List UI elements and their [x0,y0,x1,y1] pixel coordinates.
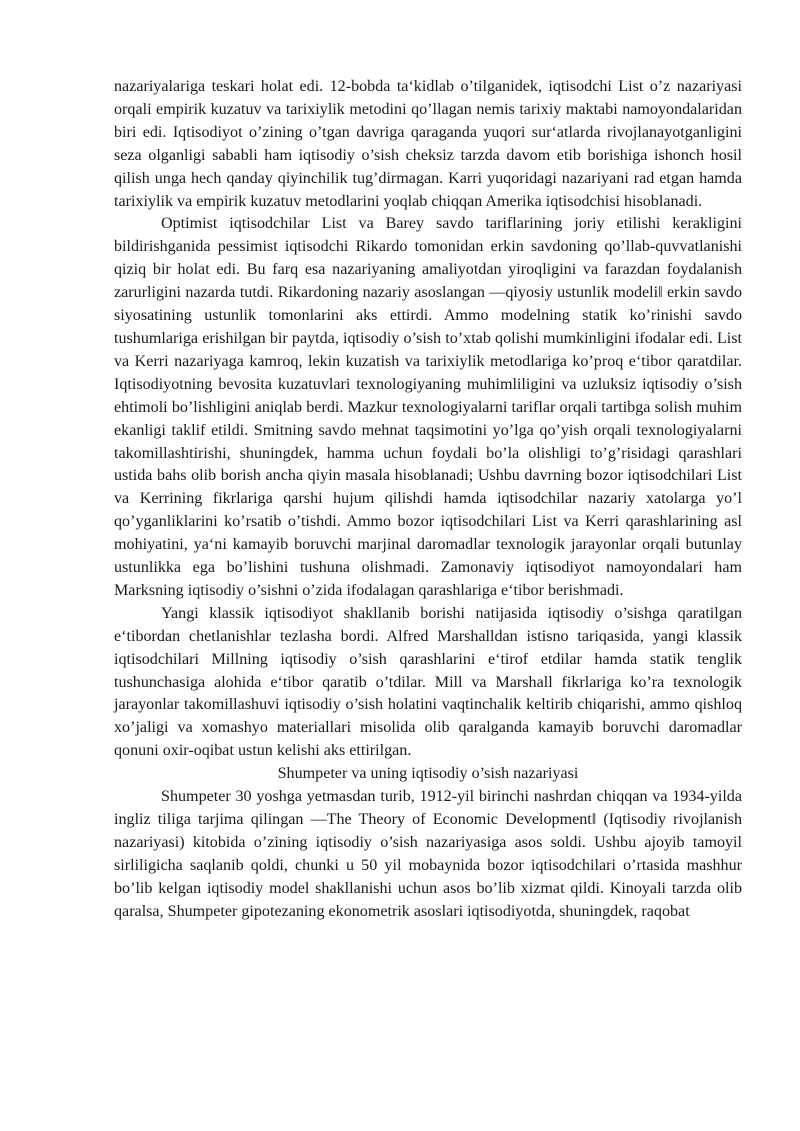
section-heading: Shumpeter va uning iqtisodiy o’sish nazariyasi [277,765,579,783]
paragraph-schumpeter: Shumpeter 30 yoshga yetmasdan turib, 1912-yil birinchi nashrdan chiqqan va 1934-yilda ingliz tiliga tarjima qilingan ―The Theory of Economic Development‖ (Iqtisodiy rivojlanish nazariyasi) kitobida o’zining iqtisodiy o’sish nazariyasiga asos soldi. Ushbu ajoyib tamoyil sirliligicha saqlanib qoldi, chunki u 50 yil mobaynida bozor iqtisodchilari o’rtasida mashhur bo’lib kelgan iqtisodiy model shakllanishi uchun asos bo’lib xizmat qildi. Kinoyali tarzda olib qaralsa, Shumpeter gipotezaning ekonometrik asoslari iqtisodiyotda, shuningdek, raqobat [114,788,742,920]
paragraph-neoclassical: Yangi klassik iqtisodiyot shakllanib borishi natijasida iqtisodiy o’sishga qaratilgan e‘tibordan chetlanishlar tezlasha bordi. Alfred Marshalldan istisno tariqasida, yangi klassik iqtisodchilari Millning iqtisodiy o’sish qarashlarini e‘tirof etdilar hamda statik tenglik tushunchasiga alohida e‘tibor qaratib o’tdilar. Mill va Marshall fikrlariga ko’ra texnologik jarayonlar takomillashuvi iqtisodiy o’sish holatini vaqtinchalik keltirib chiqarishi, ammo qishloq xo’jaligi va xomashyo materiallari misolida olib qaralganda kamayib boruvchi daromadlar qonuni oxir-oqibat ustun kelishi aks ettirilgan. [114,604,742,760]
paragraph-optimist-economists: Optimist iqtisodchilar List va Barey savdo tariflarining joriy etilishi kerakligini bildirishganida pessimist iqtisodchi Rikardo tomonidan erkin savdoning qo’llab-quvvatlanishi qiziq bir holat edi. Bu farq esa nazariyaning amaliyotdan yiroqligini va farazdan foydalanish zarurligini nazarda tutdi. Rikardoning nazariy asoslangan ―qiyosiy ustunlik modeli‖ erkin savdo siyosatining ustunlik tomonlarini aks ettirdi. Ammo modelning statik ko’rinishi savdo tushumlariga erishilgan bir paytda, iqtisodiy o’sish to’xtab qolishi mumkinligini ifodalar edi. List va Kerri nazariyaga kamroq, lekin kuzatish va tarixiylik metodlariga ko’proq e‘tibor qaratdilar. Iqtisodiyotning bevosita kuzatuvlari texnologiyaning muhimliligini va uzluksiz iqtisodiy o’sish ehtimoli bo’lishligini aniqlab berdi. Mazkur texnologiyalarni tariflar orqali tartibga solish muhim ekanligi taklif etildi. Smitning savdo mehnat taqsimotini yo’lga qo’yish orqali texnologiyalarni takomillashtirishi, shuningdek, hamma uchun foydali bo’la olishligi to’g’risidagi qarashlari ustida bahs olib borish ancha qiyin masala hisoblanadi; Ushbu davrning bozor iqtisodchilari List va Kerrining fikrlariga qarshi hujum qilishdi hamda iqtisodchilar nazariy xatolarga yo’l qo’yganliklarini ko’rsatib o’tishdi. Ammo bozor iqtisodchilari List va Kerri qarashlarining asl mohiyatini, ya‘ni kamayib boruvchi marjinal daromadlar texnologik jarayonlar orqali butunlay ustunlikka ega bo’lishini tushuna olishmadi. Zamonaviy iqtisodiyot namoyondalari ham Marksning iqtisodiy o’sishni o’zida ifodalagan qarashlariga e‘tibor berishmadi. [114,215,742,599]
document-page [114,76,742,924]
paragraph-continuation: nazariyalariga teskari holat edi. 12-bobda ta‘kidlab o’tilganidek, iqtisodchi List o’z nazariyasi orqali empirik kuzatuv va tarixiylik metodini qo’llagan nemis tarixiy maktabi namoyondalaridan biri edi. Iqtisodiyot o’zining o’tgan davriga qaraganda yuqori sur‘atlarda rivojlanayotganligini seza olganligi sababli ham iqtisodiy o’sish cheksiz tarzda davom etib borishiga ishonch hosil qilish unga hech qanday qiyinchilik tug’dirmagan. Karri yuqoridagi nazariyani rad etgan hamda tarixiylik va empirik kuzatuv metodlarini yoqlab chiqqan Amerika iqtisodchisi hisoblanadi. [114,78,742,210]
